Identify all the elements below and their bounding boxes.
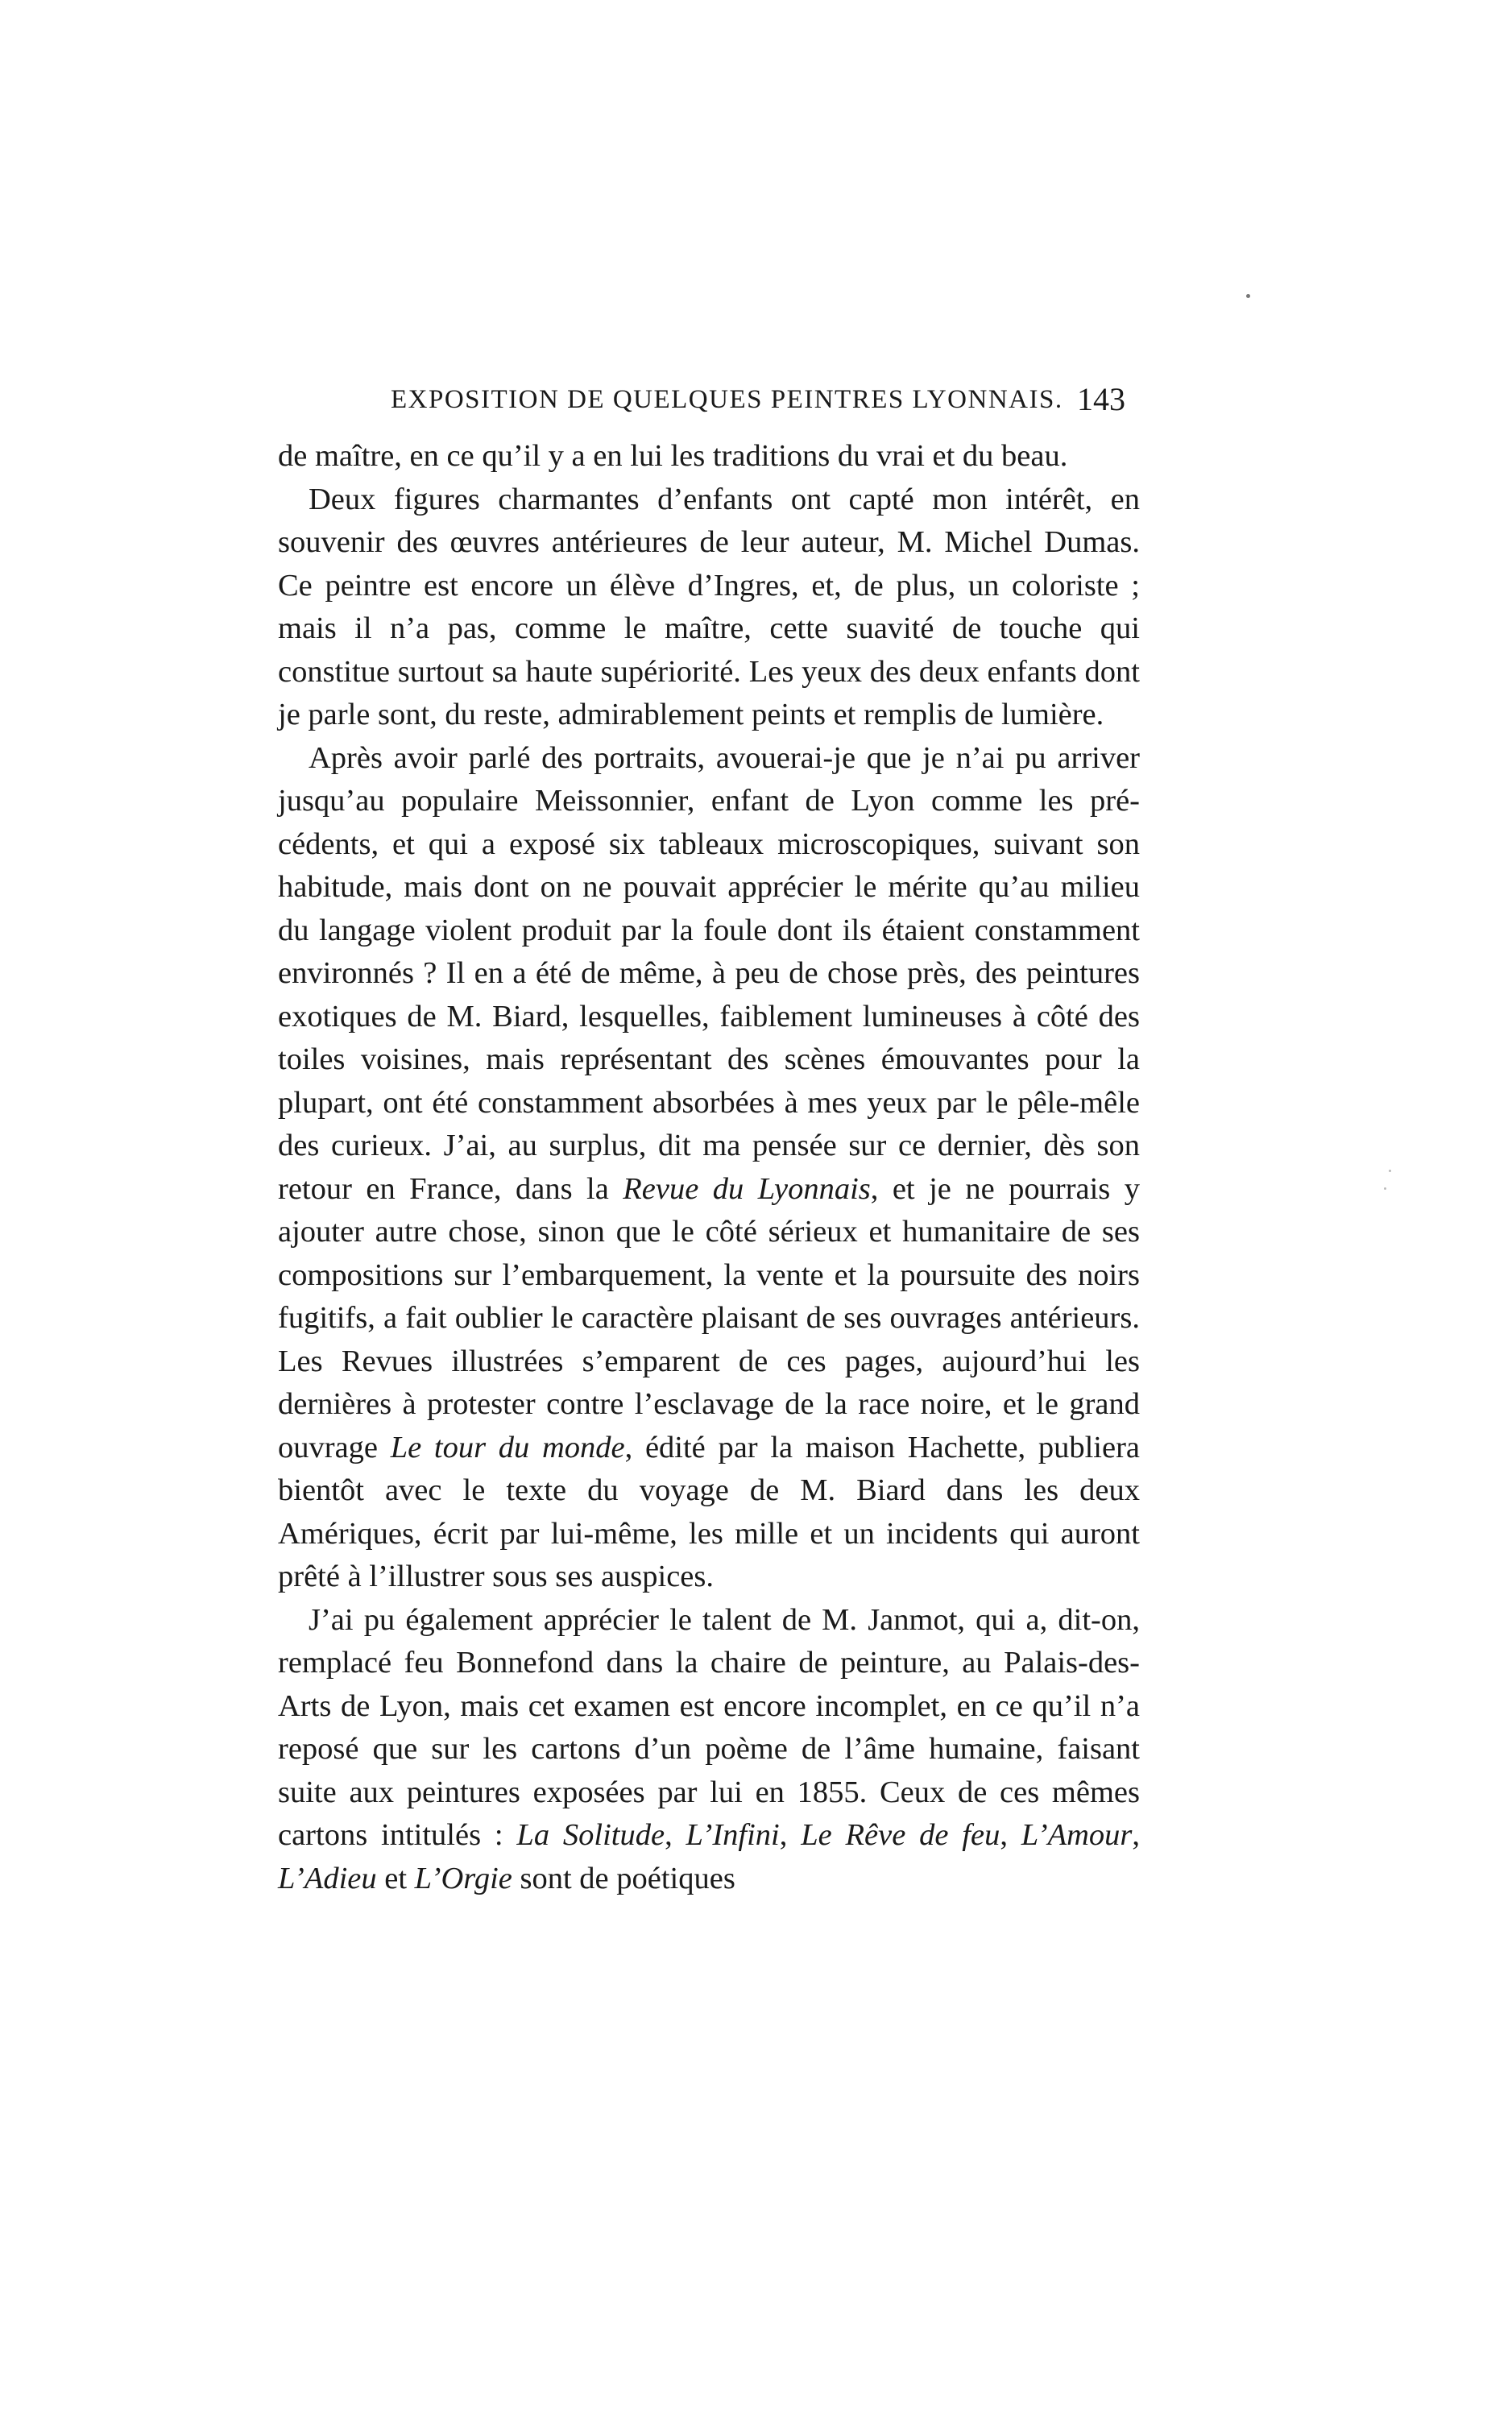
text-run: , xyxy=(1132,1818,1141,1852)
text-run: , xyxy=(1000,1818,1021,1852)
text-run: , et je ne pourrais y ajouter autre chose, sinon que le côté sérieux et humanitaire de ses compositions sur l’embarquement, la vente et la poursuite des noirs fugitifs, a fait oublier le caractère plaisant de ses ouvrages antérieurs. Les Revues illustrées s’emparent de ces pages, aujourd’hui les dernières à protester contre l’esclavage de la race noire, et le grand ouvrage xyxy=(278,1171,1140,1464)
text-run: et xyxy=(376,1861,415,1895)
text-run: sont de poétiques xyxy=(512,1861,735,1895)
text-run: , édité par la maison Hachette, publiera bientôt avec le texte du voyage de M. Biard dans les deux Amériques, écrit par lui-même, les mille et un incidents qui auront prêté à l’illustrer sous ses auspices. xyxy=(278,1430,1140,1593)
paragraph xyxy=(278,737,1140,1599)
paragraph xyxy=(278,478,1140,737)
scan-speck xyxy=(1389,1170,1391,1172)
italic-title: Le Rêve de feu xyxy=(801,1818,1000,1852)
text-run: de maître, en ce qu’il y a en lui les traditions du vrai et du beau. xyxy=(278,439,1068,473)
italic-title: Revue du Lyonnais xyxy=(623,1171,871,1206)
running-title: EXPOSITION DE QUELQUES PEINTRES LYONNAIS. xyxy=(391,385,1063,414)
paragraph xyxy=(278,435,1140,478)
italic-title: L’Adieu xyxy=(278,1861,377,1895)
page-number: 143 xyxy=(1077,381,1125,417)
italic-title: L’Orgie xyxy=(414,1861,512,1895)
italic-title: L’Amour xyxy=(1021,1818,1133,1852)
running-head xyxy=(278,377,1140,425)
text-run: , xyxy=(779,1818,802,1852)
italic-title: Le tour du monde xyxy=(390,1430,625,1464)
text-run: Deux figures charmantes d’enfants ont capté mon intérêt, en souvenir des œuvres antérieures de leur auteur, M. Michel Dumas. Ce peintre est encore un élève d’Ingres, et, de plus, un coloriste ; mais il n’a pas, comme le maître, cette suavité de touche qui constitue surtout sa haute supériorité. Les yeux des deux enfants dont je parle sont, du reste, admirablement peints et remplis de lumière. xyxy=(278,482,1140,731)
body-text xyxy=(278,435,1140,1900)
text-run: J’ai pu également apprécier le talent de M. Janmot, qui a, dit-on, remplacé feu Bonnefond dans la chaire de peinture, au Palais-des-Arts de Lyon, mais cet examen est encore incomplet, en ce qu’il n’a reposé que sur les cartons d’un poème de l’âme humaine, faisant suite aux peintures exposées par lui en 1855. Ceux de ces mêmes cartons intitulés : xyxy=(278,1602,1140,1852)
paragraph xyxy=(278,1599,1140,1901)
text-run: , xyxy=(665,1818,686,1852)
italic-title: La Solitude xyxy=(516,1818,665,1852)
scan-speck xyxy=(1384,1187,1386,1190)
scan-speck xyxy=(1246,294,1250,298)
text-run: Après avoir parlé des portraits, avouerai-je que je n’ai pu arriver jusqu’au populaire Meissonnier, enfant de Lyon comme les précédents, et qui a exposé six tableaux microscopiques, suivant son habitude, mais dont on ne pouvait apprécier le mérite qu’au milieu du langage violent produit par la foule dont ils étaient constamment environnés ? Il en a été de même, à peu de chose près, des peintures exotiques de M. Biard, lesquelles, faiblement lumineuses à côté des toiles voisines, mais représentant des scènes émouvantes pour la plupart, ont été constamment absorbées à mes yeux par le pêle-mêle des curieux. J’ai, au surplus, dit ma pensée sur ce dernier, dès son retour en France, dans la xyxy=(278,740,1140,1206)
italic-title: L’Infini xyxy=(686,1818,780,1852)
